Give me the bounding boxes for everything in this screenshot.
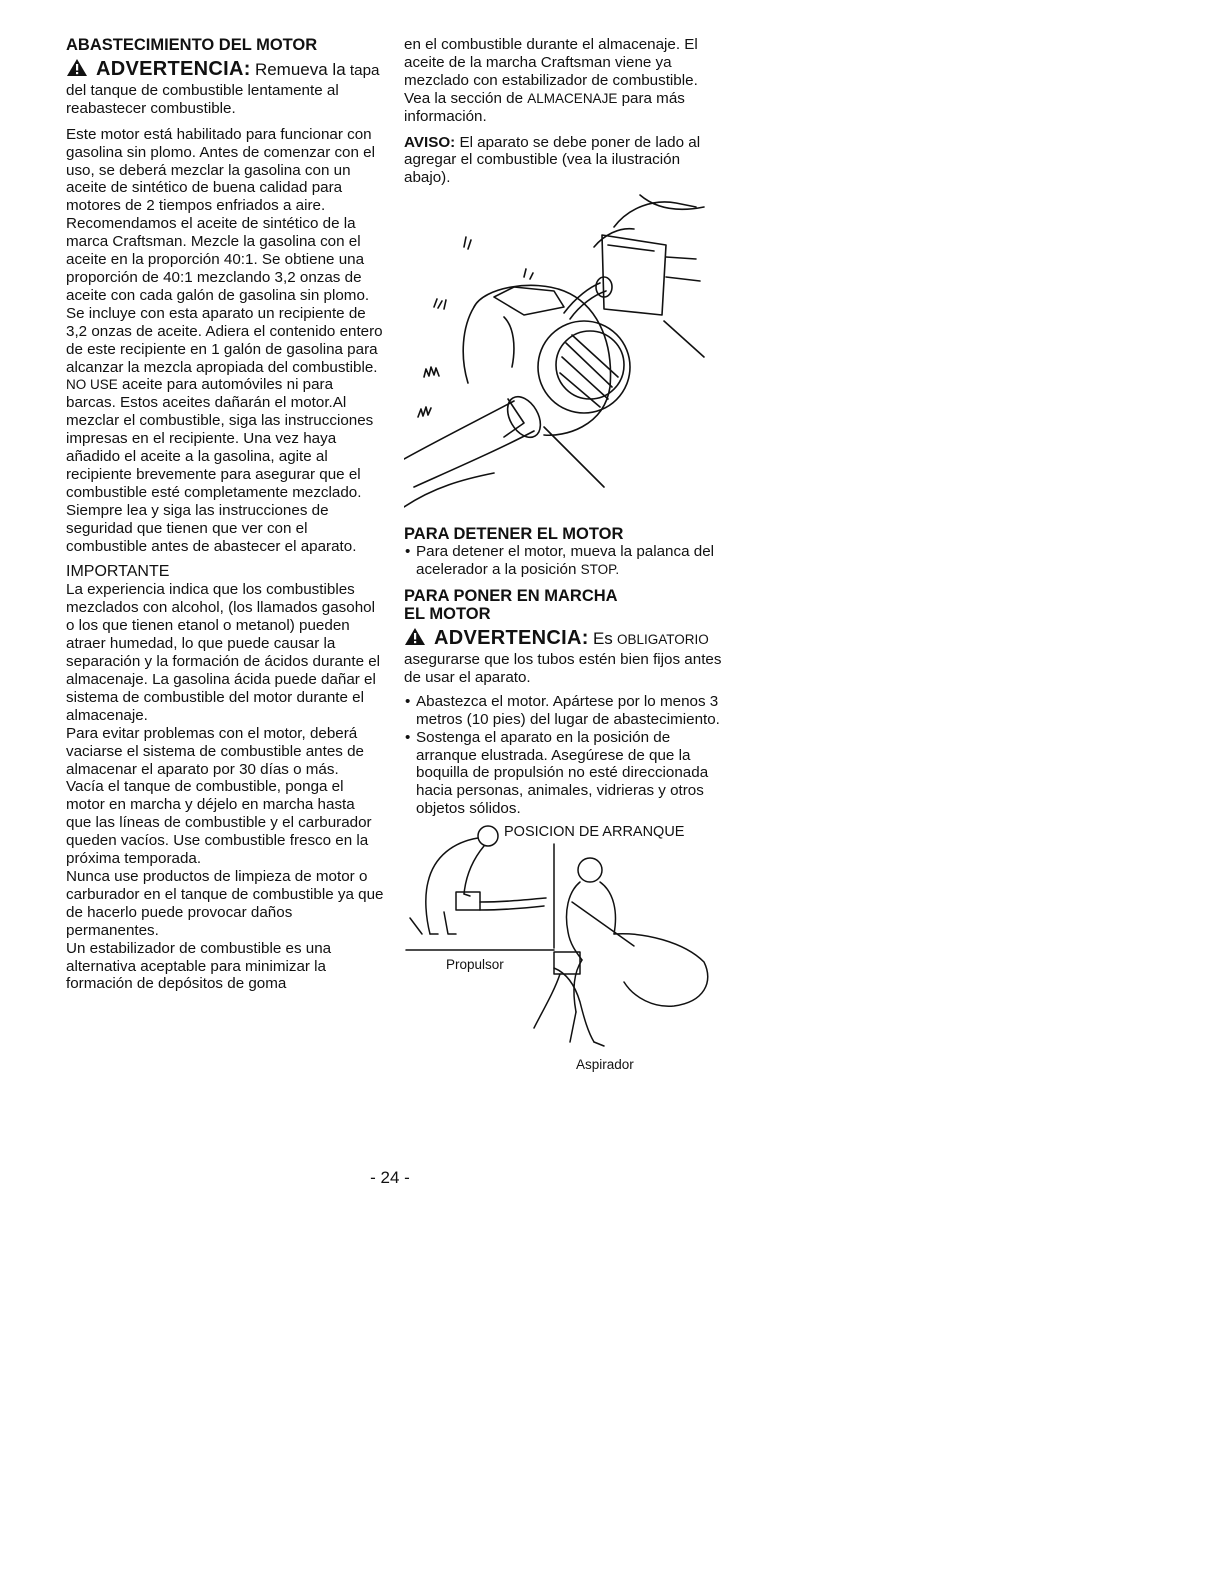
warning-block: [66, 58, 384, 118]
paragraph-empty-tank: Vacía el tanque de combustible, ponga el motor en marcha y déjelo en marcha hasta que las líneas de combustible y el carburador queden vacíos. Use combustible fresco en la próxima temporada.: [66, 778, 372, 868]
paragraph-storage: Para evitar problemas con el motor, deberá vaciarse el sistema de combustible antes de almacenar el aparato por 30 días o más.: [66, 724, 364, 778]
start-warning-block: [404, 627, 722, 687]
stabilizer-cont-tail: para más información.: [404, 89, 685, 125]
warning-lead: Es: [592, 629, 613, 649]
stop-item: [404, 543, 722, 579]
starting-position-figure: [404, 822, 722, 1080]
warning-text: tapa del tanque de combustible lentamente al reabastecer combustible.: [66, 62, 380, 117]
warning-triangle-icon: [404, 627, 426, 651]
fueling-illustration: [404, 187, 722, 517]
paragraph-alcohol: La experiencia indica que los combustibles mezclados con alcohol, (los llamados gasohol o los que tienen etanol o metanol) pueden atraer humedad, lo que puede causar la separación y la formación de ácidos durante el almacenaje. La gasolina ácida puede dañar el sistema de combustible del motor durante el almacenaje.: [66, 581, 381, 724]
paragraph-stabilizer: Un estabilizador de combustible es una alternativa aceptable para minimizar la formación de depósitos de goma: [66, 939, 332, 993]
fuel-mix-no-use: NO USE: [66, 377, 118, 393]
stabilizer-cont-text: en el combustible durante el almacenaje. El aceite de la marcha Craftsman viene ya mezclado con estabilizador de combustible. Vea la sección de: [404, 36, 698, 107]
start-heading-line-2: EL MOTOR: [404, 605, 491, 624]
aspirador-caption: Aspirador: [576, 1057, 634, 1073]
aviso-text: El aparato se debe poner de lado al agregar el combustible (vea la ilustración abajo).: [404, 133, 701, 187]
warning-text: asegurarse que los tubos estén bien fijos antes de usar el aparato.: [404, 650, 722, 686]
stop-position: STOP.: [580, 562, 620, 578]
page-number: - 24 -: [370, 1168, 410, 1187]
aviso-label: AVISO:: [404, 133, 456, 151]
storage-section-ref: ALMACENAJE: [527, 90, 618, 106]
stop-list: [404, 543, 722, 579]
paragraph-fuel-mix: [66, 126, 384, 556]
fuel-mix-text: Este motor está habilitado para funcionar con gasolina sin plomo. Antes de comenzar con el uso, se deberá mezclar la gasolina con un aceite de sintético de buena calidad para motores de 2 tiempos enfriados a aire. Recomendamos el aceite de sintético de la marca Craftsman. Mezcle la gasolina con el aceite en la proporción 40:1. Se obtiene una proporción de 40:1 mezclando 3,2 onzas de aceite con cada galón de gasolina sin plomo. Se incluye con esta aparato un recipiente de 3,2 onzas de aceite. Adiera el contenido entero de este recipiente en 1 galón de gasolina para alcanzar la mezcla apropiada del combustible.: [66, 125, 383, 376]
warning-triangle-icon: [66, 58, 88, 82]
figure-title: POSICION DE ARRANQUE: [504, 824, 685, 841]
start-heading-line-1: PARA PONER EN MARCHA: [404, 587, 618, 606]
left-column: [66, 36, 384, 993]
paragraph-stabilizer-cont: [404, 36, 722, 126]
important-heading: IMPORTANTE: [66, 563, 170, 581]
start-step: • Abastezca el motor. Apártese por lo menos 3 metros (10 pies) del lugar de abastecimiento.: [404, 693, 722, 729]
paragraph-aviso: [404, 134, 722, 188]
warning-lead: Remueva la: [254, 60, 346, 79]
warning-title: ADVERTENCIA:: [96, 58, 251, 80]
start-step: • Sostenga el aparato en la posición de arranque elustrada. Asegúrese de que la boquilla de propulsión no esté direccionada hacia personas, animales, vidrieras y otros objetos sólidos.: [404, 729, 722, 819]
fuel-mix-tail: aceite para automóviles ni para barcas. Estos aceites dañarán el motor.Al mezclar el combustible, siga las instrucciones impresas en el recipiente. Una vez haya añadido el aceite a la gasolina, agite al recipiente brevemente para asegurar que el combustible esté completamente mezclado. Siempre lea y siga las instrucciones de seguridad que tienen que ver con el combustible antes de abastecer el aparato.: [66, 376, 374, 555]
stop-text: Para detener el motor, mueva la palanca del acelerador a la posición: [416, 543, 715, 579]
starting-position-illustration: [404, 822, 722, 1080]
section-heading-fueling: ABASTECIMIENTO DEL MOTOR: [66, 36, 318, 54]
paragraph-cleaners: Nunca use productos de limpieza de motor o carburador en el tanque de combustible ya que de hacerlo puede provocar daños permanentes.: [66, 867, 384, 939]
stop-heading: PARA DETENER EL MOTOR: [404, 525, 624, 544]
start-steps-list: [404, 693, 722, 818]
warning-obligatorio: OBLIGATORIO: [617, 632, 709, 648]
propulsor-caption: Propulsor: [446, 957, 504, 973]
warning-title: ADVERTENCIA:: [434, 627, 589, 650]
right-column: [404, 36, 722, 1080]
